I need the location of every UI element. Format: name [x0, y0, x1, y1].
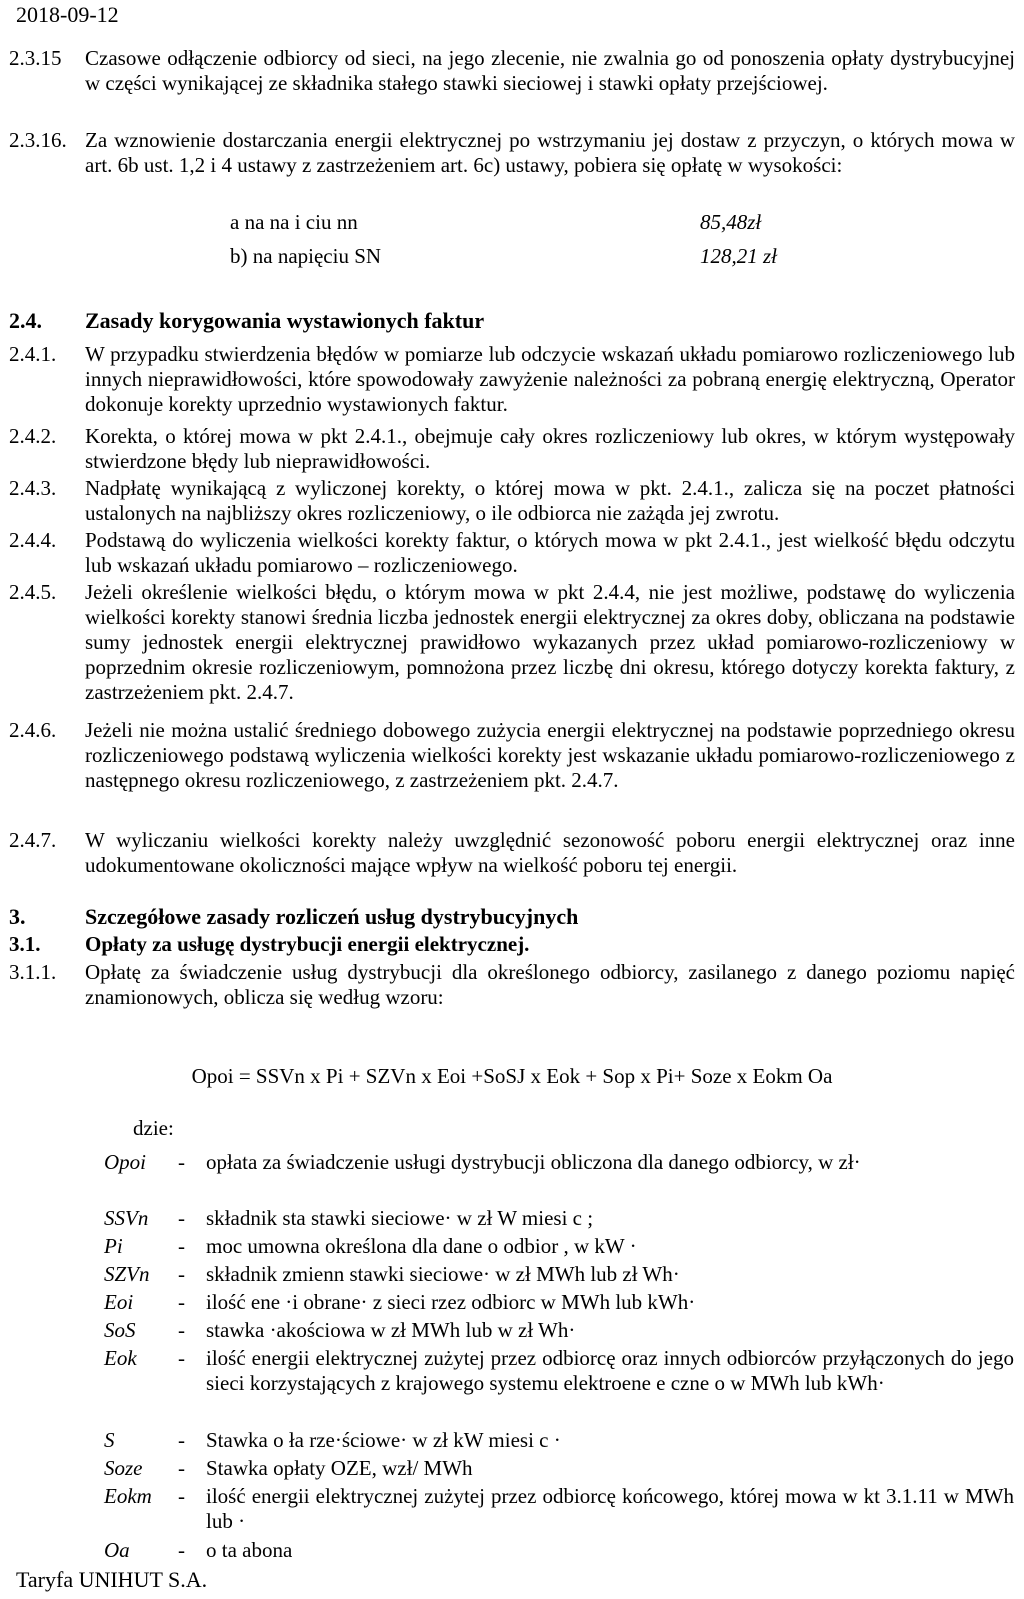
definition-symbol: Eoi [104, 1290, 134, 1314]
definition-symbol: S [104, 1428, 115, 1452]
paragraph-number: 2.4.1. [9, 342, 57, 366]
definition-dash: - [178, 1318, 185, 1342]
paragraph-text: Podstawą do wyliczenia wielkości korekty faktur, o których mowa w pkt 2.4.1., jest wielkość błędu odczytu lub wskazań układu pomiarowo – rozliczeniowego. [85, 528, 1015, 577]
definition-dash: - [178, 1206, 185, 1230]
definition-eok [104, 1346, 1014, 1396]
rate-label-sn: b) na napięciu SN [230, 244, 382, 268]
definition-s [104, 1428, 1014, 1453]
subsection-number: 3.1. [9, 932, 41, 956]
definition-text: składnik zmienn stawki sieciowe· w zł MWh lub zł Wh· [206, 1262, 680, 1286]
definition-eoi [104, 1290, 1014, 1315]
definition-symbol: Eokm [104, 1484, 152, 1508]
subsection-heading-3-1 [9, 932, 1015, 957]
definition-text: Stawka opłaty OZE, wzł/ MWh [206, 1456, 473, 1480]
paragraph-number: 3.1.1. [9, 960, 57, 984]
definition-pi [104, 1234, 1014, 1259]
tariff-formula: Opoi = SSVn x Pi + SZVn x Eoi +SoSJ x Eok + Sop x Pi+ Soze x Eokm Oa [191, 1064, 833, 1088]
paragraph-text: W przypadku stwierdzenia błędów w pomiarze lub odczycie wskazań układu pomiarowo rozliczeniowego lub innych nieprawidłowości, które spowodowały zawyżenie należności za pobraną energię elektryczną, Operator dokonuje korekty uprzednio wystawionych faktur. [85, 342, 1015, 416]
document-date: 2018-09-12 [16, 2, 119, 27]
paragraph-number: 2.4.4. [9, 528, 57, 552]
subsection-title: Opłaty za usługę dystrybucji energii elektrycznej. [85, 932, 530, 956]
definition-symbol: SZVn [104, 1262, 150, 1286]
definition-szvn [104, 1262, 1014, 1287]
paragraph-3-1-1 [9, 960, 1015, 1010]
definition-dash: - [178, 1346, 185, 1370]
paragraph-text: Jeżeli określenie wielkości błędu, o którym mowa w pkt 2.4.4, nie jest możliwe, podstawę do wyliczenia wielkości korekty stanowi średnia liczba jednostek energii elektrycznej za okres doby, obliczana na podstawie sumy jednostek energii elektrycznej prawidłowo wykazanych przez układ pomiarowo-rozliczeniowy w poprzednim okresie rozliczeniowym, pomnożona przez liczbę dni okresu, którego dotyczy korekta faktury, z zastrzeżeniem pkt. 2.4.7. [85, 580, 1015, 704]
definition-soze [104, 1456, 1014, 1481]
paragraph-number: 2.4.3. [9, 476, 57, 500]
definition-text: o ta abona [206, 1538, 293, 1562]
section-title: Szczegółowe zasady rozliczeń usług dystrybucyjnych [85, 904, 579, 929]
section-number: 3. [9, 904, 26, 929]
paragraph-2-4-4 [9, 528, 1015, 578]
definition-eokm [104, 1484, 1014, 1534]
definition-text: moc umowna określona dla dane o odbior , w kW · [206, 1234, 637, 1258]
paragraph-text: Czasowe odłączenie odbiorcy od sieci, na jego zlecenie, nie zwalnia go od ponoszenia opłaty dystrybucyjnej w części wynikającej ze składnika stałego stawki sieciowej i stawki opłaty przejściowej. [85, 46, 1015, 95]
definition-symbol: Opoi [104, 1150, 146, 1174]
definition-text: ilość ene ·i obrane· z sieci rzez odbiorc w MWh lub kWh· [206, 1290, 696, 1314]
definition-dash: - [178, 1290, 185, 1314]
paragraph-2-4-3 [9, 476, 1015, 526]
definition-dash: - [178, 1538, 185, 1562]
definition-dash: - [178, 1484, 185, 1508]
section-heading-2-4 [9, 308, 1015, 333]
definition-dash: - [178, 1262, 185, 1286]
definition-symbol: SoS [104, 1318, 136, 1342]
footer-tariff-name: Taryfa UNIHUT S.A. [16, 1567, 208, 1592]
definition-text: stawka ·akościowa w zł MWh lub w zł Wh· [206, 1318, 576, 1342]
definition-ssvn [104, 1206, 1014, 1231]
paragraph-number: 2.3.15 [9, 46, 62, 70]
paragraph-text: Jeżeli nie można ustalić średniego dobowego zużycia energii elektrycznej na podstawie poprzedniego okresu rozliczeniowego podstawą wyliczenia wielkości korekty jest wskazanie układu pomiarowo-rozliczeniowego z następnego okresu rozliczeniowego, z zastrzeżeniem pkt. 2.4.7. [85, 718, 1015, 792]
rate-value-nn: 85,48zł [700, 210, 762, 234]
paragraph-2-4-2 [9, 424, 1015, 474]
rate-value-sn: 128,21 zł [700, 244, 778, 268]
paragraph-number: 2.4.6. [9, 718, 57, 742]
paragraph-number: 2.4.2. [9, 424, 57, 448]
rate-label-nn: a na na i ciu nn [230, 210, 358, 234]
paragraph-number: 2.4.7. [9, 828, 57, 852]
definitions-intro: dzie: [133, 1116, 174, 1140]
paragraph-2-4-7 [9, 828, 1015, 878]
section-number: 2.4. [9, 308, 42, 333]
definition-symbol: Pi [104, 1234, 123, 1258]
definition-dash: - [178, 1456, 185, 1480]
definition-text: ilość energii elektrycznej zużytej przez odbiorcę końcowego, której mowa w kt 3.1.11 w MWh lub · [206, 1484, 1014, 1533]
definition-sos [104, 1318, 1014, 1343]
paragraph-2-3-16 [9, 128, 1015, 178]
definition-opoi [104, 1150, 1014, 1175]
section-heading-3 [9, 904, 1015, 929]
section-title: Zasady korygowania wystawionych faktur [85, 308, 485, 333]
paragraph-2-4-6 [9, 718, 1015, 793]
definition-text: Stawka o ła rze·ściowe· w zł kW miesi c · [206, 1428, 561, 1452]
definition-text: opłata za świadczenie usługi dystrybucji obliczona dla danego odbiorcy, w zł· [206, 1150, 861, 1174]
definition-text: ilość energii elektrycznej zużytej przez odbiorcę oraz innych odbiorców przyłączonych do jego sieci korzystających z krajowego systemu elektroene e czne o w MWh lub kWh· [206, 1346, 1014, 1395]
paragraph-text: Opłatę za świadczenie usług dystrybucji dla określonego odbiorcy, zasilanego z danego poziomu napięć znamionowych, oblicza się według wzoru: [85, 960, 1015, 1009]
definition-oa [104, 1538, 1014, 1563]
paragraph-text: Korekta, o której mowa w pkt 2.4.1., obejmuje cały okres rozliczeniowy lub okres, w którym występowały stwierdzone błędy lub nieprawidłowości. [85, 424, 1015, 473]
definition-dash: - [178, 1234, 185, 1258]
paragraph-2-4-5 [9, 580, 1015, 705]
paragraph-number: 2.4.5. [9, 580, 57, 604]
paragraph-text: Nadpłatę wynikającą z wyliczonej korekty, o której mowa w pkt. 2.4.1., zalicza się na poczet płatności ustalonych na najbliższy okres rozliczeniowy, o ile odbiorca nie zażąda jej zwrotu. [85, 476, 1015, 525]
paragraph-text: W wyliczaniu wielkości korekty należy uwzględnić sezonowość poboru energii elektrycznej oraz inne udokumentowane okoliczności mające wpływ na wielkość poboru tej energii. [85, 828, 1015, 877]
definition-text: składnik sta stawki sieciowe· w zł W miesi c ; [206, 1206, 594, 1230]
paragraph-2-3-15 [9, 46, 1015, 96]
definition-symbol: Oa [104, 1538, 130, 1562]
paragraph-number: 2.3.16. [9, 128, 67, 152]
definition-dash: - [178, 1150, 185, 1174]
paragraph-2-4-1 [9, 342, 1015, 417]
definition-symbol: Eok [104, 1346, 137, 1370]
definition-symbol: SSVn [104, 1206, 149, 1230]
paragraph-text: Za wznowienie dostarczania energii elektrycznej po wstrzymaniu jej dostaw z przyczyn, o których mowa w art. 6b ust. 1,2 i 4 ustawy z zastrzeżeniem art. 6c) ustawy, pobiera się opłatę w wysokości: [85, 128, 1015, 177]
definition-symbol: Soze [104, 1456, 143, 1480]
definition-dash: - [178, 1428, 185, 1452]
